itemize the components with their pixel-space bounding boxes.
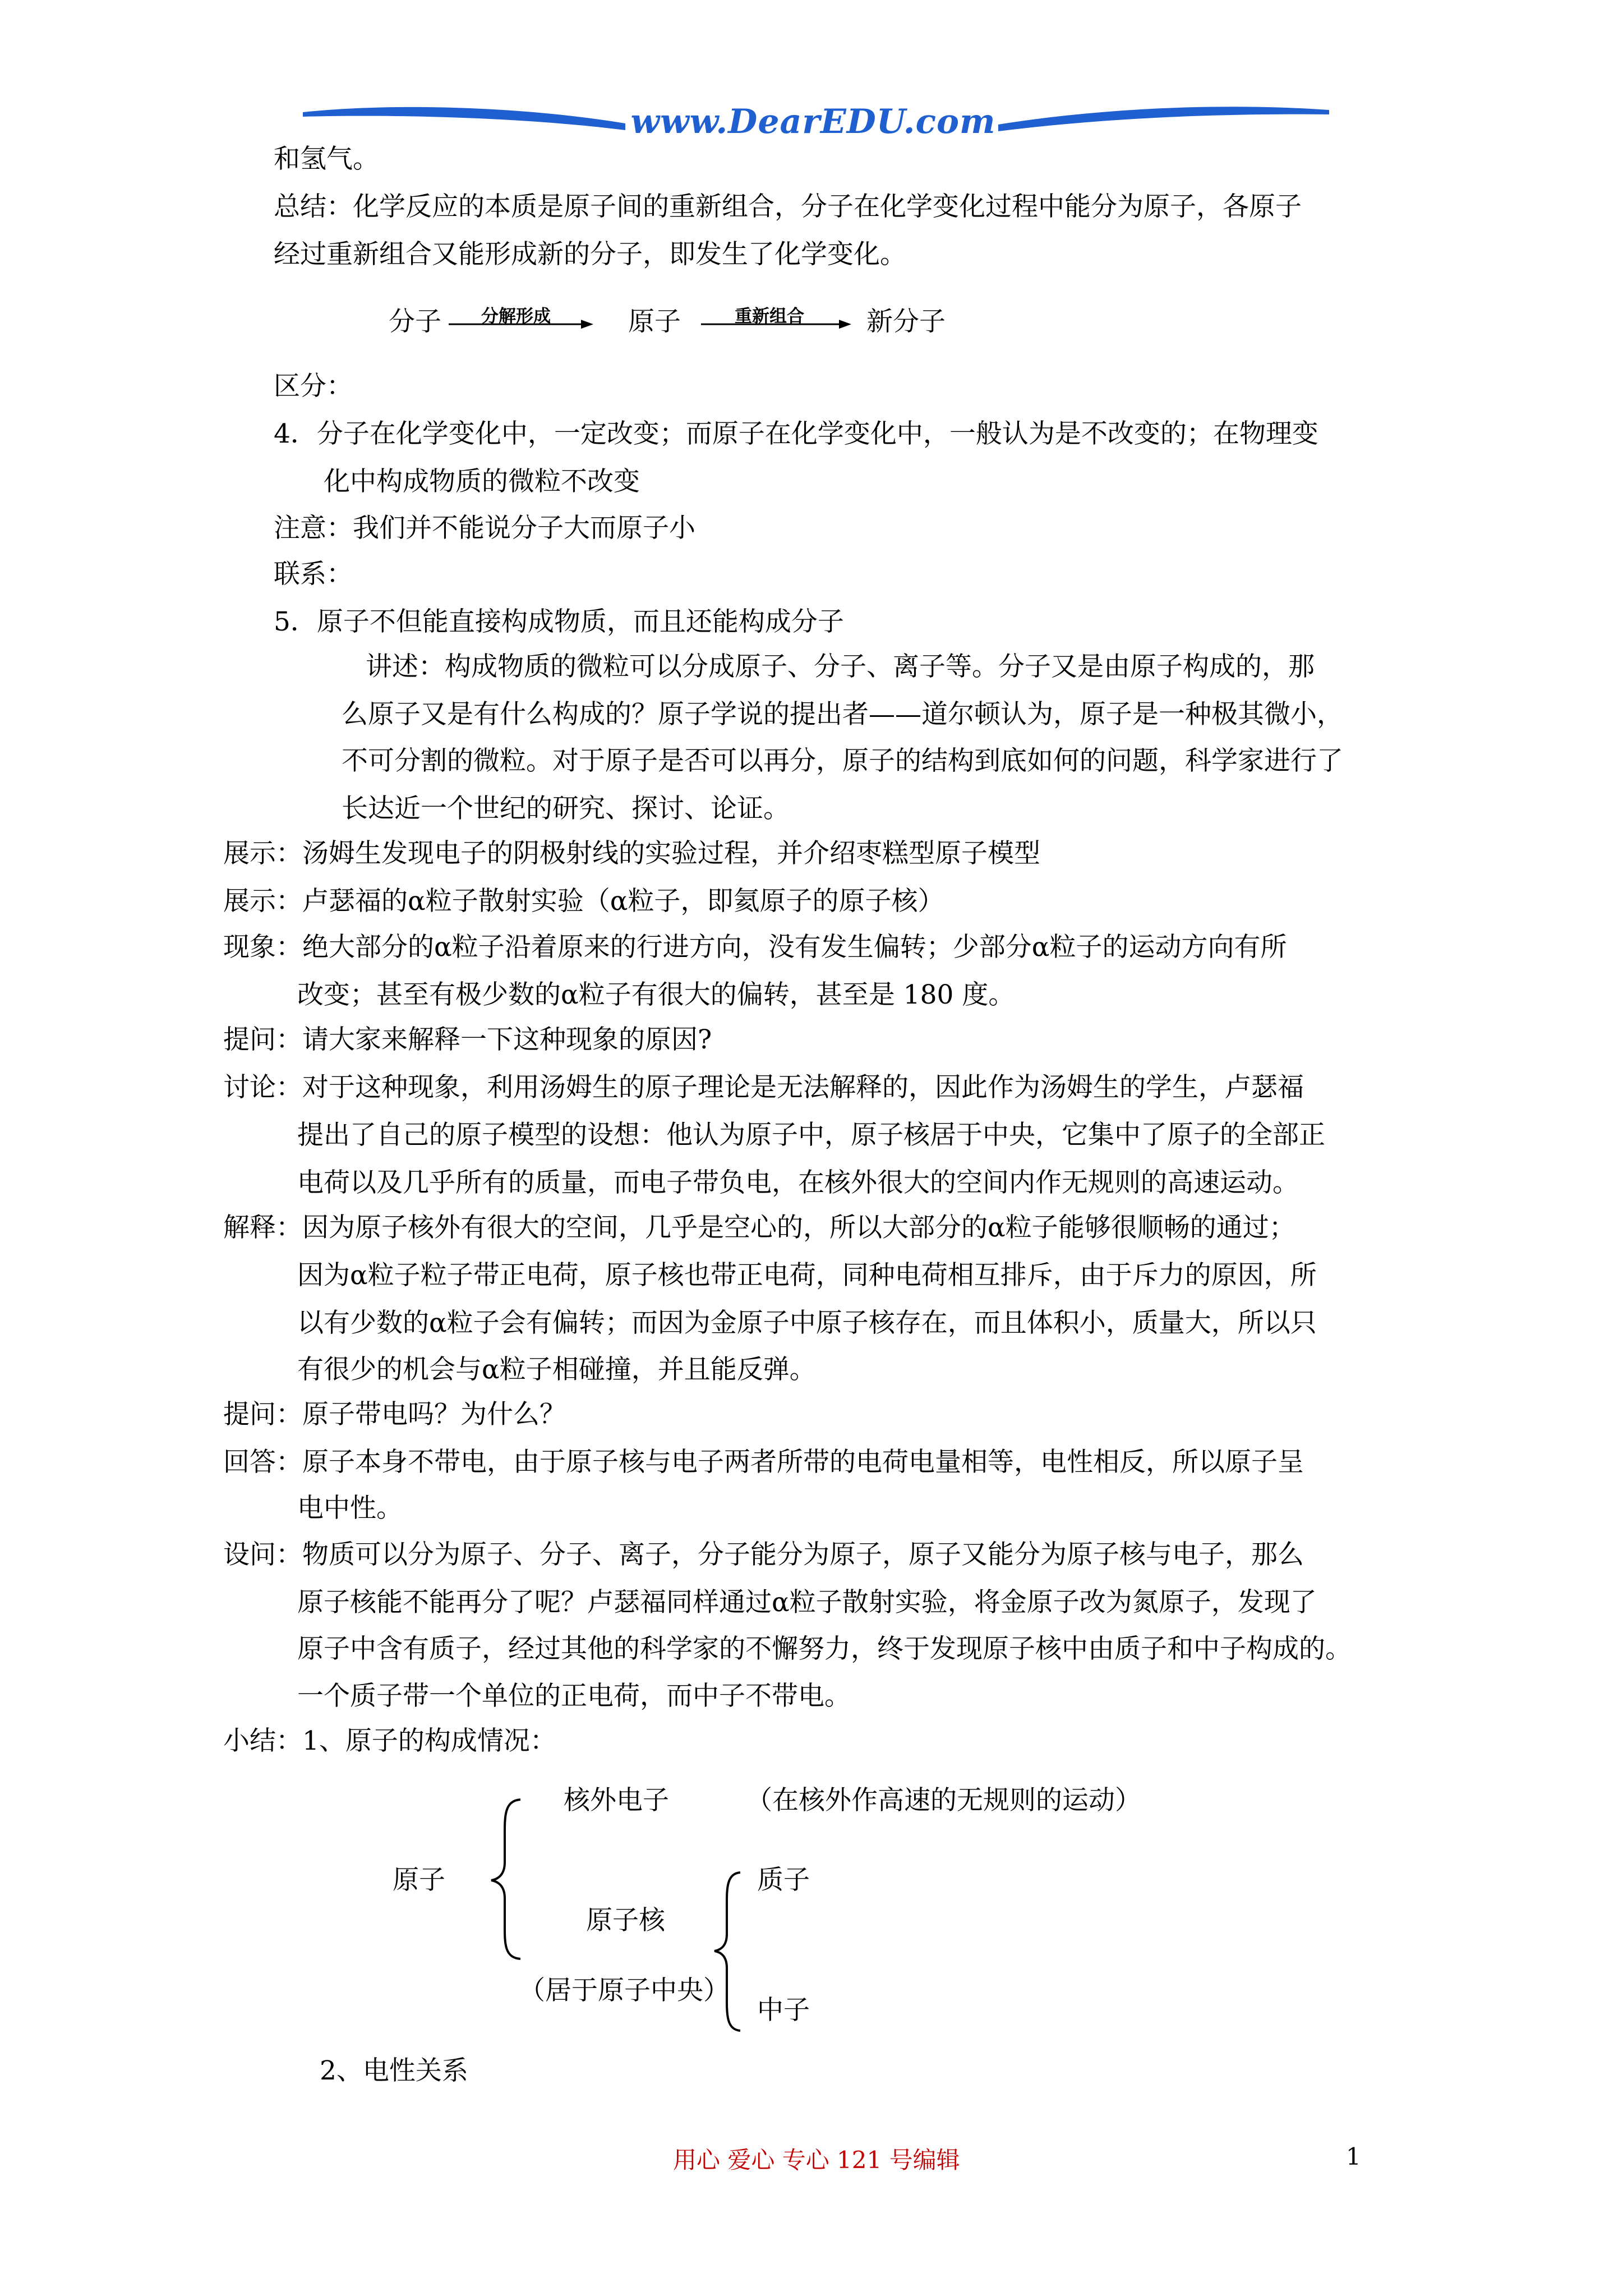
text-line: 展示：汤姆生发现电子的阴极射线的实验过程，并介绍枣糕型原子模型 xyxy=(223,838,1040,869)
text-line: 有很少的机会与α粒子相碰撞，并且能反弹。 xyxy=(297,1354,816,1385)
text-line: 电中性。 xyxy=(297,1493,403,1524)
flow-arrow2-label: 重新组合 xyxy=(735,306,804,326)
text-line: 和氢气。 xyxy=(274,144,379,174)
tree-proton: 质子 xyxy=(757,1865,810,1895)
footer-note: 用心 爱心 专心 121 号编辑 xyxy=(673,2146,960,2174)
text-line: 小结：1、原子的构成情况： xyxy=(223,1726,556,1756)
text-line: 经过重新组合又能形成新的分子，即发生了化学变化。 xyxy=(274,239,906,270)
text-line: 2、电性关系 xyxy=(320,2055,468,2086)
tree-electron-note: （在核外作高速的无规则的运动） xyxy=(746,1785,1141,1816)
text-line: 原子核能不能再分了呢？卢瑟福同样通过α粒子散射实验，将金原子改为氮原子，发现了 xyxy=(297,1587,1317,1618)
tree-neutron: 中子 xyxy=(757,1995,810,2026)
flow-arrow1-label: 分解形成 xyxy=(481,306,551,326)
text-line: 提问：原子带电吗？为什么？ xyxy=(223,1399,566,1430)
tree-electron: 核外电子 xyxy=(564,1785,669,1816)
text-line: 不可分割的微粒。对于原子是否可以再分，原子的结构到底如何的问题，科学家进行了 xyxy=(342,746,1343,776)
header-site-name: www.DearEDU.com xyxy=(630,102,996,141)
tree-nucleus: 原子核 xyxy=(586,1905,665,1936)
arrow-icon xyxy=(449,318,594,331)
text-line: 展示：卢瑟福的α粒子散射实验（α粒子，即氦原子的原子核） xyxy=(223,886,944,917)
text-line: 因为α粒子粒子带正电荷，原子核也带正电荷，同种电荷相互排斥，由于斥力的原因，所 xyxy=(297,1260,1317,1291)
text-line: 提出了自己的原子模型的设想：他认为原子中，原子核居于中央，它集中了原子的全部正 xyxy=(297,1120,1325,1151)
text-line: 5．原子不但能直接构成物质，而且还能构成分子 xyxy=(274,606,844,637)
text-line: 以有少数的α粒子会有偏转；而因为金原子中原子核存在，而且体积小，质量大，所以只 xyxy=(297,1308,1317,1338)
flow-molecule: 分子 xyxy=(389,306,441,337)
text-line: 改变；甚至有极少数的α粒子有很大的偏转，甚至是 180 度。 xyxy=(297,979,1015,1010)
text-line: 化中构成物质的微粒不改变 xyxy=(324,466,640,497)
text-line: 电荷以及几乎所有的质量，而电子带负电，在核外很大的空间内作无规则的高速运动。 xyxy=(297,1167,1299,1198)
text-line: 讨论：对于这种现象，利用汤姆生的原子理论是无法解释的，因此作为汤姆生的学生，卢瑟福 xyxy=(223,1072,1304,1103)
header-swoosh-right xyxy=(998,100,1329,134)
text-line: 么原子又是有什么构成的？原子学说的提出者——道尔顿认为，原子是一种极其微小， xyxy=(342,699,1343,730)
arrow-icon xyxy=(701,318,852,331)
flow-new-molecule: 新分子 xyxy=(866,306,946,337)
text-line: 现象：绝大部分的α粒子沿着原来的行进方向，没有发生偏转；少部分α粒子的运动方向有所 xyxy=(223,932,1287,963)
section-label: 联系： xyxy=(274,559,353,590)
text-line: 注意：我们并不能说分子大而原子小 xyxy=(274,513,695,544)
text-line: 提问：请大家来解释一下这种现象的原因? xyxy=(223,1024,712,1055)
text-line: 解释：因为原子核外有很大的空间，几乎是空心的，所以大部分的α粒子能够很顺畅的通过； xyxy=(223,1212,1295,1243)
tree-root-atom: 原子 xyxy=(393,1865,445,1895)
text-line: 长达近一个世纪的研究、探讨、论证。 xyxy=(342,793,790,824)
header-swoosh-left xyxy=(303,100,628,134)
text-line: 一个质子带一个单位的正电荷，而中子不带电。 xyxy=(297,1681,851,1711)
flow-atom: 原子 xyxy=(628,306,681,337)
tree-nucleus-note: （居于原子中央） xyxy=(519,1975,730,2006)
text-line: 设问：物质可以分为原子、分子、离子，分子能分为原子，原子又能分为原子核与电子，那么 xyxy=(223,1539,1304,1570)
brace-icon xyxy=(488,1795,527,1963)
text-line: 讲述：构成物质的微粒可以分成原子、分子、离子等。分子又是由原子构成的，那 xyxy=(366,651,1315,682)
text-line: 原子中含有质子，经过其他的科学家的不懈努力，终于发现原子核中由质子和中子构成的。 xyxy=(297,1634,1352,1664)
section-label: 区分： xyxy=(274,371,353,402)
text-line: 4．分子在化学变化中，一定改变；而原子在化学变化中，一般认为是不改变的；在物理变 xyxy=(274,418,1318,449)
text-line: 回答：原子本身不带电，由于原子核与电子两者所带的电荷电量相等，电性相反，所以原子呈 xyxy=(223,1447,1304,1478)
page-number: 1 xyxy=(1346,2143,1361,2170)
summary-line: 总结：化学反应的本质是原子间的重新组合，分子在化学变化过程中能分为原子，各原子 xyxy=(274,191,1302,222)
brace-icon xyxy=(711,1868,745,2036)
